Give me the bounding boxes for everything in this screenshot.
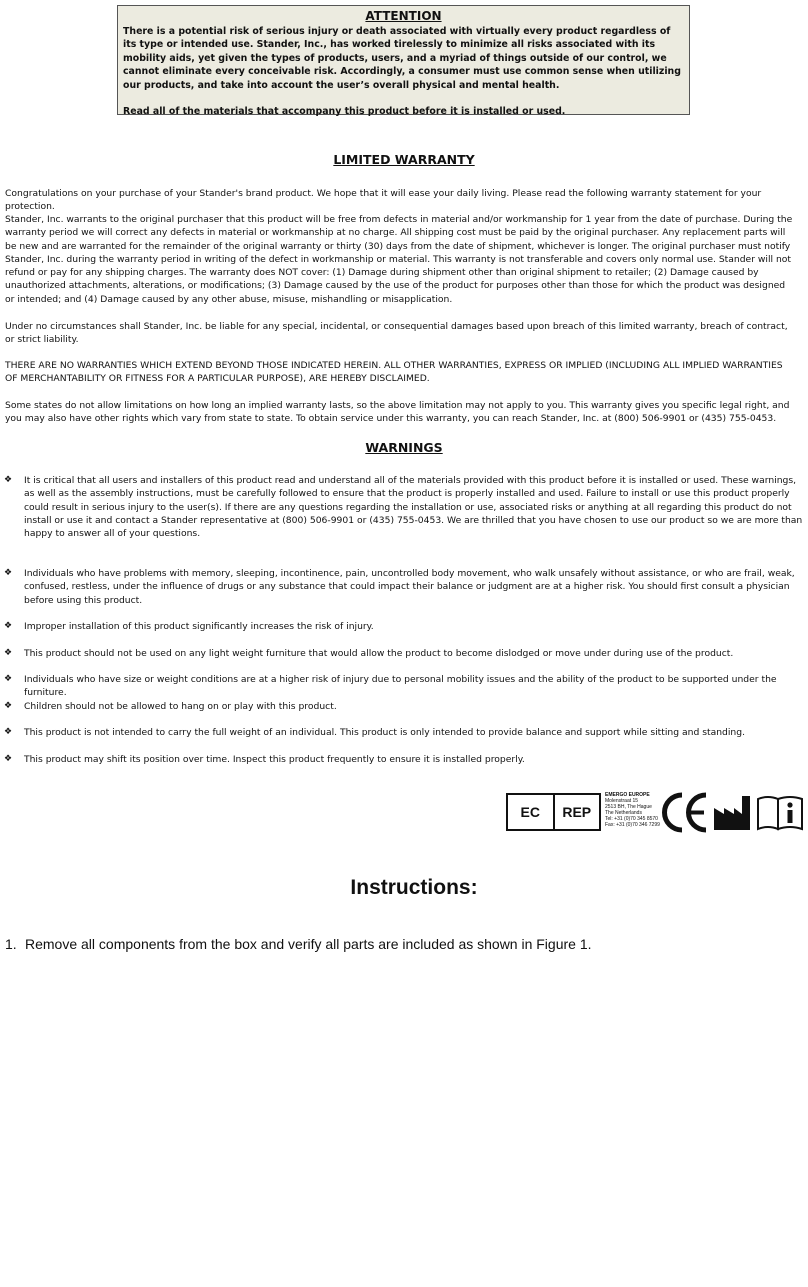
attention-title: ATTENTION (365, 9, 442, 23)
warranty-paragraph: THERE ARE NO WARRANTIES WHICH EXTEND BEYOND THOSE INDICATED HEREIN. ALL OTHER WARRANTIES, EXPRESS OR IMPLIED (INCLUDING ALL IMPLIED WARRANTIES OF MERCHANTABILITY OR FITNESS FOR A PARTICULAR PURPOSE), ARE HEREBY DISCLAIMED. (5, 360, 783, 385)
emergo-line: Tel: +31 (0)70 345 8570 (605, 816, 658, 823)
bullet-icon: ❖ (4, 568, 13, 578)
warranty-title: LIMITED WARRANTY (333, 152, 475, 167)
emergo-line: Molenstraat 15 (605, 798, 639, 805)
warranty-paragraph: Some states do not allow limitations on how long an implied warranty lasts, so the above limitation may not apply to you. This warranty gives you specific legal right, and you may also have other rights which vary from state to state. To obtain service under this warranty, you can reach Stander, Inc. at (800) 506-9901 or (435) 755-0453. (5, 400, 790, 425)
warning-text: This product is not intended to carry the full weight of an individual. This product is only intended to provide balance and support while sitting and standing. (24, 727, 746, 738)
attention-read-notice: Read all of the materials that accompany this product before it is installed or used. (123, 106, 566, 118)
ec-rep-symbol (506, 793, 601, 831)
bullet-icon: ❖ (4, 648, 13, 658)
warning-text: It is critical that all users and installers of this product read and understand all of the materials provided with this product before it is installed or used. These warnings, as well as the assembly instructions, must be carefully followed to ensure that the product is properly installed and used. Failure to install or use this product properly could result in serious injury to the user(s). If there are any questions regarding the installation or use, associated risks or anything at all regarding this product do not install or use it and contact a Stander representative at (800) 506-9901 or (435) 755-0453. We are thrilled that you have chosen to use our product so we are more than happy to answer all of your questions. (24, 475, 803, 540)
emergo-line: 2513 BH, The Hague (605, 804, 652, 811)
instructions-title: Instructions: (350, 876, 478, 899)
warning-text: This product should not be used on any light weight furniture that would allow the product to become dislodged or move under during use of the product. (24, 648, 734, 659)
ec-label: EC (508, 795, 555, 829)
bullet-icon: ❖ (4, 475, 13, 485)
warning-text: Individuals who have size or weight conditions are at a higher risk of injury due to personal mobility issues and the ability of the product to be supported under the furniture. (24, 674, 777, 699)
ce-mark-icon (662, 791, 710, 834)
bullet-icon: ❖ (4, 754, 13, 764)
rep-label: REP (562, 804, 592, 820)
step-text: Remove all components from the box and verify all parts are included as shown in Figure 1. (25, 936, 592, 952)
manufacturer-icon (712, 794, 754, 832)
warranty-paragraph: Stander, Inc. warrants to the original purchaser that this product will be free from defects in material and/or workmanship for 1 year from the date of purchase. During the warranty period we will correct any defects in material or workmanship at no charge. All shipping cost must be paid by the original purchaser. Any replacement parts will be new and are warranted for the remainder of the original warranty or thirty (30) days from the date of shipment, whichever is longer. The original purchaser must notify Stander, Inc. during the warranty period in writing of the defect in workmanship or material. This warranty is not transferable and covers only normal use. Stander will not refund or pay for any shipping charges. The warranty does NOT cover: (1) Damage during shipment other than original shipment to retailer; (2) Damage caused by unauthorized attachments, alterations, or modifications; (3) Damage caused by the use of the product for purposes other than those for which the product was designed or intended; and (4) Damage caused by any other abuse, misuse, mishandling or misapplication. (5, 214, 793, 305)
warning-text: Improper installation of this product significantly increases the risk of injury. (24, 621, 374, 632)
warning-text: Individuals who have problems with memory, sleeping, incontinence, pain, uncontrolled body movement, who walk unsafely without assistance, or who are frail, weak, confused, restless, under the influence of drugs or any substance that could impact their balance or judgment are at a higher risk. You should first consult a physician before using this product. (24, 568, 795, 606)
bullet-icon: ❖ (4, 701, 13, 711)
emergo-address (605, 792, 660, 829)
instruction-step (5, 936, 592, 952)
bullet-icon: ❖ (4, 674, 13, 684)
attention-body: There is a potential risk of serious injury or death associated with virtually every product regardless of its type or intended use. Stander, Inc., has worked tirelessly to minimize all risks associated with its mobility aids, yet given the types of products, users, and a myriad of things outside of our control, we cannot eliminate every conceivable risk. Accordingly, a consumer must use common sense when utilizing our products, and take into account the user’s overall physical and mental health. (123, 26, 681, 91)
warning-text: This product may shift its position over time. Inspect this product frequently to ensure it is installed properly. (24, 754, 525, 765)
emergo-line: EMERGO EUROPE (605, 792, 650, 798)
warranty-paragraph: Congratulations on your purchase of your Stander's brand product. We hope that it will ease your daily living. Please read the following warranty statement for your protection. (5, 188, 762, 213)
warranty-paragraph: Under no circumstances shall Stander, Inc. be liable for any special, incidental, or consequential damages based upon breach of this limited warranty, breach of contract, or strict liability. (5, 321, 788, 346)
bullet-icon: ❖ (4, 727, 13, 737)
bullet-icon: ❖ (4, 621, 13, 631)
emergo-line: The Netherlands (605, 810, 642, 817)
emergo-line: Fax: +31 (0)70 346 7299 (605, 822, 660, 829)
regulatory-marks (506, 791, 804, 834)
step-number: 1. (5, 936, 17, 952)
warning-text: Children should not be allowed to hang on or play with this product. (24, 701, 337, 712)
warnings-title: WARNINGS (365, 440, 443, 455)
attention-box (117, 5, 690, 118)
instructions-book-icon (756, 793, 804, 833)
